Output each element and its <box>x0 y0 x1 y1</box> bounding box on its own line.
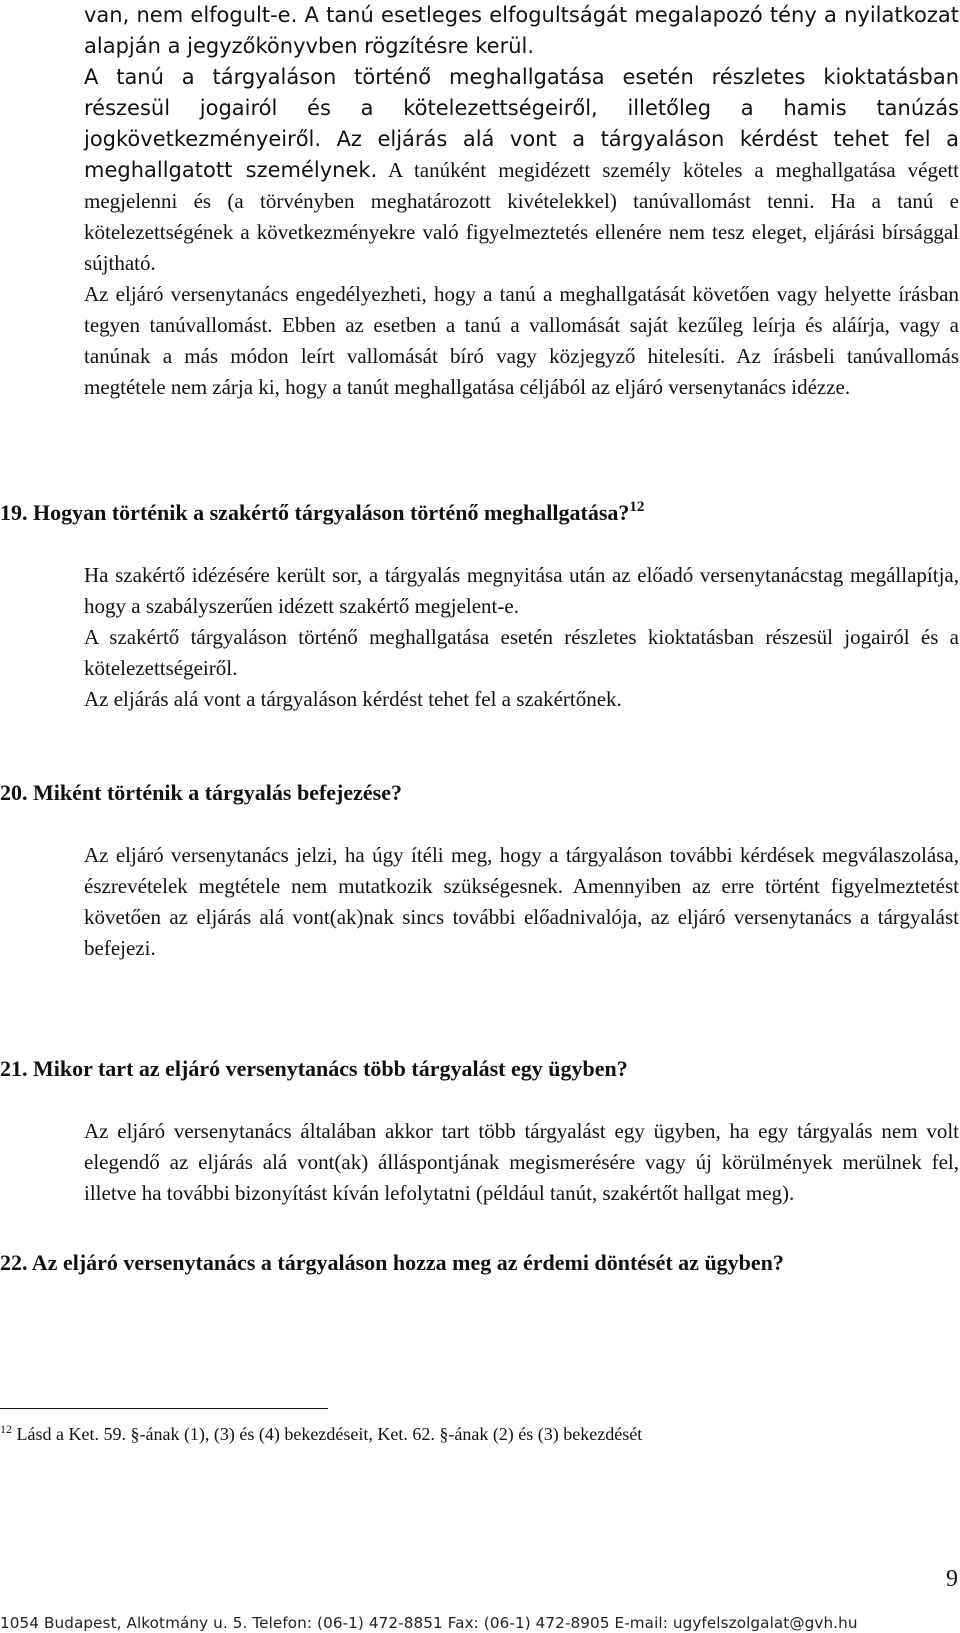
section-21-paragraph-1: Az eljáró versenytanács általában akkor tart több tárgyalást egy ügyben, ha egy tárgyalás nem volt elegendő az eljárás alá vont(ak) álláspontjának megismerésére vagy új körülmények merülnek fel, illetve ha további bizonyítást kíván lefolytatni (például tanút, szakértőt hallgat meg). <box>84 1119 959 1205</box>
section-20-paragraph-1: Az eljáró versenytanács jelzi, ha úgy ítéli meg, hogy a tárgyaláson további kérdések megválaszolása, észrevételek megtétele nem mutatkozik szükségesnek. Amennyiben az erre történt figyelmeztetést követően az eljárás alá vont(ak)nak sincs további előadnivalója, az eljáró versenytanács a tárgyalást befejezi. <box>84 843 959 960</box>
section-19-paragraph-1: Ha szakértő idézésére került sor, a tárgyalás megnyitása után az előadó versenytanácstag megállapítja, hogy a szabályszerűen idézett szakértő megjelent-e. <box>84 563 959 618</box>
section-19-heading <box>0 497 960 528</box>
footnote <box>0 1422 642 1446</box>
section-20-heading: 20. Miként történik a tárgyalás befejezése? <box>0 780 403 805</box>
section-22-heading: 22. Az eljáró versenytanács a tárgyaláson hozza meg az érdemi döntését az ügyben? <box>0 1250 784 1275</box>
intro-paragraph-2a: A tanú a tárgyaláson történő meghallgatása esetén részletes kioktatásban részesül jogairól és a kötelezettségeiről, illetőleg a hamis tanúzás jogkövetkezményeiről. Az eljárás alá vont a tárgyaláson kérdést tehet fel a meghallgatott személynek. <box>84 65 959 182</box>
page-number: 9 <box>946 1566 958 1592</box>
intro-paragraph-2c: Ha a tanú e kötelezettségének a következményekre való figyelmeztetés ellenére nem tesz eleget, eljárási bírsággal sújtható. <box>84 189 959 275</box>
intro-paragraph-3c: Az írásbeli tanúvallomás megtétele nem zárja ki, hogy a tanút meghallgatása céljából az eljáró versenytanács idézze. <box>84 344 959 399</box>
footnote-number: 12 <box>0 1422 12 1436</box>
footer-contact-line: 1054 Budapest, Alkotmány u. 5. Telefon: (06-1) 472-8851 Fax: (06-1) 472-8905 E-mail: ugyfelszolgalat@gvh.hu <box>0 1614 858 1632</box>
section-21-body <box>84 1116 959 1209</box>
intro-text-block <box>84 0 959 403</box>
footnote-ref-12: 12 <box>629 499 645 515</box>
intro-paragraph-1 <box>84 0 959 62</box>
footnote-divider <box>0 1408 328 1409</box>
intro-paragraph-3a: Az eljáró versenytanács engedélyezheti, hogy a tanú a meghallgatását követően vagy helyette írásban tegyen tanúvallomást. <box>84 282 959 337</box>
intro-paragraph-2 <box>84 62 959 279</box>
section-19-paragraph-2: A szakértő tárgyaláson történő meghallgatása esetén részletes kioktatásban részesül jogairól és a kötelezettségeiről. <box>84 625 959 680</box>
intro-paragraph-1-text: van, nem elfogult-e. A tanú esetleges elfogultságát megalapozó tény a nyilatkozat alapján a jegyzőkönyvben rögzítésre kerül. <box>84 3 959 58</box>
intro-paragraph-3 <box>84 279 959 403</box>
section-19-paragraph-3: Az eljárás alá vont a tárgyaláson kérdést tehet fel a szakértőnek. <box>84 687 622 711</box>
section-19-heading-text: 19. Hogyan történik a szakértő tárgyaláson történő meghallgatása? <box>0 500 630 525</box>
section-20-body <box>84 840 959 964</box>
section-19-body <box>84 560 959 715</box>
footnote-text: Lásd a Ket. 59. §-ának (1), (3) és (4) bekezdéseit, Ket. 62. §-ának (2) és (3) bekezdését <box>12 1424 643 1444</box>
section-21-heading: 21. Mikor tart az eljáró versenytanács több tárgyalást egy ügyben? <box>0 1056 628 1081</box>
intro-paragraph-2b: A tanúként megidézett személy köteles a meghallgatása végett megjelenni és (a törvényben meghatározott kivételekkel) tanúvallomást tenni. <box>84 158 959 213</box>
intro-paragraph-3b: Ebben az esetben a tanú a vallomását saját kezűleg leírja és aláírja, vagy a tanúnak a más módon leírt vallomását bíró vagy közjegyző hitelesíti. <box>84 313 959 368</box>
